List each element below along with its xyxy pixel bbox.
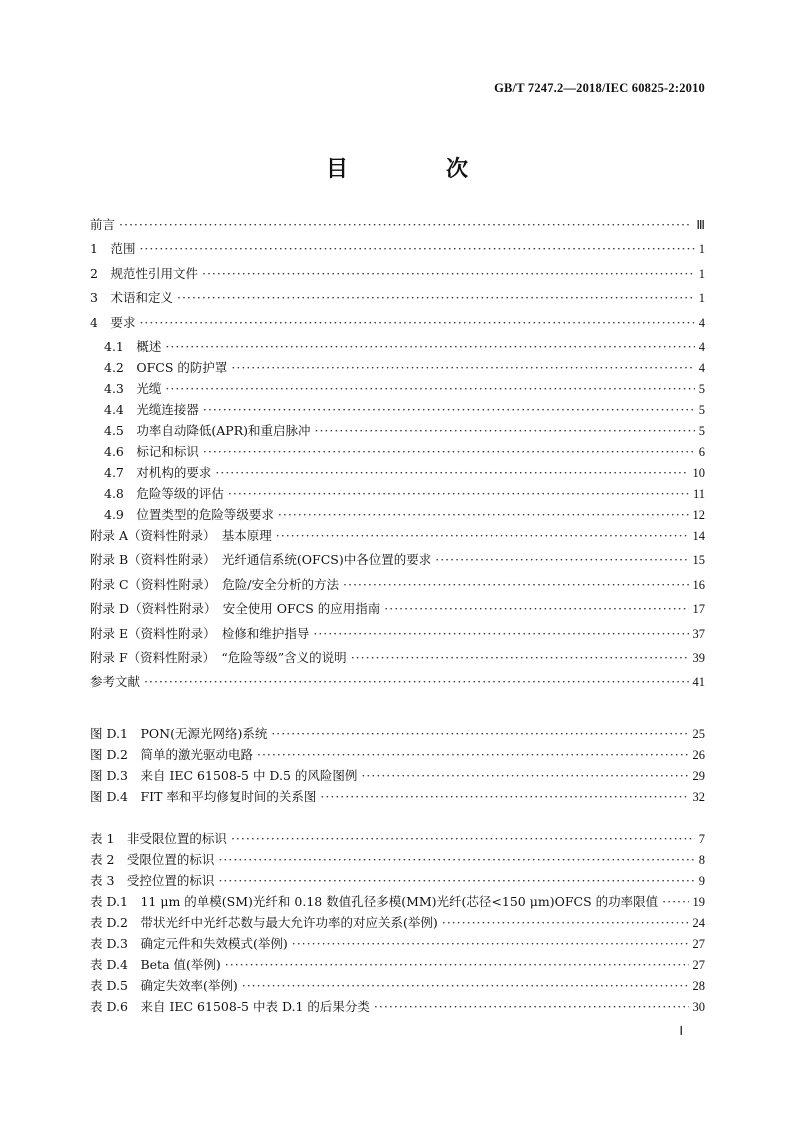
leader-dots bbox=[215, 467, 688, 480]
toc-entry[interactable] bbox=[90, 676, 705, 700]
toc-entry-page: 41 bbox=[692, 675, 705, 690]
leader-dots bbox=[165, 383, 694, 396]
toc-entry-page: 4 bbox=[698, 360, 705, 375]
toc-entry-label: 附录 F（资料性附录） “危险等级”含义的说明 bbox=[90, 649, 347, 665]
leader-dots bbox=[203, 404, 695, 417]
leader-dots bbox=[177, 292, 695, 305]
toc-entry[interactable] bbox=[90, 359, 705, 383]
toc-entry[interactable] bbox=[90, 485, 705, 509]
leader-dots bbox=[139, 317, 694, 330]
toc-entry[interactable] bbox=[90, 649, 705, 676]
toc-entry[interactable] bbox=[90, 980, 705, 1001]
toc-entry-label: 附录 C（资料性附录） 危险/安全分析的方法 bbox=[90, 576, 339, 592]
leader-dots bbox=[231, 362, 694, 375]
toc-entry[interactable] bbox=[90, 875, 705, 896]
toc-entry-page: 29 bbox=[692, 769, 705, 783]
toc-entry-label: 附录 D（资料性附录） 安全使用 OFCS 的应用指南 bbox=[90, 601, 381, 617]
toc-entry[interactable] bbox=[90, 265, 705, 292]
leader-dots bbox=[242, 980, 689, 993]
toc-tables-section bbox=[90, 833, 705, 1022]
toc-entry[interactable] bbox=[90, 443, 705, 467]
toc-entry-page: Ⅲ bbox=[696, 218, 705, 232]
toc-entry-page: 1 bbox=[698, 291, 705, 306]
leader-dots bbox=[225, 959, 689, 972]
toc-entry-label: 表 1 非受限位置的标识 bbox=[90, 831, 227, 846]
toc-entry-page: 25 bbox=[692, 727, 705, 741]
toc-entry[interactable] bbox=[90, 959, 705, 980]
toc-entry-page: 30 bbox=[692, 1000, 705, 1014]
leader-dots bbox=[314, 425, 694, 438]
toc-entry[interactable] bbox=[90, 554, 705, 578]
toc-entry[interactable] bbox=[90, 464, 705, 488]
leader-dots bbox=[662, 896, 688, 909]
leader-dots bbox=[278, 509, 689, 522]
leader-dots bbox=[119, 219, 692, 232]
toc-entry-label: 3 术语和定义 bbox=[90, 290, 173, 306]
leader-dots bbox=[276, 530, 689, 543]
toc-entry-page: 15 bbox=[692, 553, 705, 568]
toc-entry-page: 10 bbox=[692, 465, 705, 480]
leader-dots bbox=[218, 875, 694, 888]
toc-entry[interactable] bbox=[90, 625, 705, 652]
toc-entry[interactable] bbox=[90, 728, 705, 749]
toc-entry-page: 24 bbox=[692, 916, 705, 930]
toc-entry-page: 8 bbox=[698, 853, 705, 867]
toc-entry-label: 表 D.1 11 μm 的单模(SM)光纤和 0.18 数值孔径多模(MM)光纤(芯径<150 μm)OFCS 的功率限值 bbox=[90, 894, 659, 909]
toc-entry-label: 4.2 OFCS 的防护罩 bbox=[104, 359, 228, 375]
toc-entry-page: 7 bbox=[698, 832, 705, 846]
toc-entry-page: 1 bbox=[698, 242, 705, 257]
toc-entry-label: 表 D.6 来自 IEC 61508-5 中表 D.1 的后果分类 bbox=[90, 999, 370, 1014]
toc-entry[interactable] bbox=[90, 576, 705, 603]
toc-entry[interactable] bbox=[90, 401, 705, 425]
toc-entry[interactable] bbox=[90, 338, 705, 362]
toc-entry-page: 39 bbox=[692, 650, 705, 665]
toc-entry-page: 5 bbox=[698, 402, 705, 417]
toc-entry-label: 参考文献 bbox=[90, 674, 141, 690]
toc-entry[interactable] bbox=[90, 791, 705, 812]
toc-entry-page: 27 bbox=[692, 958, 705, 972]
leader-dots bbox=[361, 770, 688, 783]
toc-entry-page: 28 bbox=[692, 979, 705, 993]
leader-dots bbox=[218, 854, 694, 867]
toc-entry-page: 5 bbox=[698, 423, 705, 438]
toc-entry-label: 图 D.3 来自 IEC 61508-5 中 D.5 的风险图例 bbox=[90, 768, 358, 783]
toc-entry-label: 1 范围 bbox=[90, 241, 136, 257]
toc-entry-label: 附录 E（资料性附录） 检修和维护指导 bbox=[90, 625, 310, 641]
toc-entry-label: 4.7 对机构的要求 bbox=[104, 464, 212, 480]
toc-entry[interactable] bbox=[90, 243, 705, 267]
toc-entry-page: 19 bbox=[692, 895, 705, 909]
toc-entry-page: 37 bbox=[692, 626, 705, 641]
toc-entry-page: 14 bbox=[692, 528, 705, 543]
toc-entry-label: 4.5 功率自动降低(APR)和重启脉冲 bbox=[104, 422, 311, 438]
toc-entry[interactable] bbox=[90, 527, 705, 554]
toc-entry-page: 27 bbox=[692, 937, 705, 951]
toc-entry-label: 4.9 位置类型的危险等级要求 bbox=[104, 506, 274, 522]
toc-entry-label: 图 D.2 简单的激光驱动电路 bbox=[90, 747, 253, 762]
toc-entry-page: 4 bbox=[698, 339, 705, 354]
toc-entry-label: 4.1 概述 bbox=[104, 338, 162, 354]
toc-entry-label: 表 3 受控位置的标识 bbox=[90, 873, 215, 888]
toc-entry-page: 16 bbox=[692, 577, 705, 592]
toc-entry[interactable] bbox=[90, 1001, 705, 1022]
toc-entry-label: 表 2 受限位置的标识 bbox=[90, 852, 215, 867]
toc-entry-page: 1 bbox=[698, 266, 705, 281]
leader-dots bbox=[343, 579, 689, 592]
toc-entry-label: 附录 B（资料性附录） 光纤通信系统(OFCS)中各位置的要求 bbox=[90, 552, 432, 568]
toc-entry-label: 4 要求 bbox=[90, 314, 136, 330]
toc-entry-label: 图 D.4 FIT 率和平均修复时间的关系图 bbox=[90, 789, 317, 804]
leader-dots bbox=[435, 554, 688, 567]
leader-dots bbox=[292, 938, 689, 951]
leader-dots bbox=[165, 341, 694, 354]
toc-entry[interactable] bbox=[90, 749, 705, 770]
toc-entry[interactable] bbox=[90, 603, 705, 627]
toc-entry-label: 表 D.2 带状光纤中光纤芯数与最大允许功率的对应关系(举例) bbox=[90, 915, 438, 930]
toc-entry-label: 表 D.3 确定元件和失效模式(举例) bbox=[90, 936, 288, 951]
toc-entry-page: 4 bbox=[698, 315, 705, 330]
toc-entry[interactable] bbox=[90, 380, 705, 404]
toc-entry-label: 4.3 光缆 bbox=[104, 380, 162, 396]
leader-dots bbox=[351, 652, 689, 665]
toc-entry-label: 4.6 标记和标识 bbox=[104, 443, 199, 459]
leader-dots bbox=[442, 917, 689, 930]
toc-entry[interactable] bbox=[90, 770, 705, 791]
toc-entry[interactable] bbox=[90, 896, 705, 917]
standard-code: GB/T 7247.2—2018/IEC 60825-2:2010 bbox=[494, 81, 705, 95]
leader-dots bbox=[228, 488, 689, 501]
toc-entry-page: 32 bbox=[692, 790, 705, 804]
toc-entry[interactable] bbox=[90, 938, 705, 959]
toc-entry-label: 前言 bbox=[90, 217, 116, 232]
leader-dots bbox=[320, 791, 688, 804]
toc-entry[interactable] bbox=[90, 833, 705, 854]
toc-entry[interactable] bbox=[90, 917, 705, 938]
toc-entry[interactable] bbox=[90, 422, 705, 446]
toc-entry-page: 12 bbox=[692, 507, 705, 522]
leader-dots bbox=[139, 243, 694, 256]
toc-entry-label: 4.8 危险等级的评估 bbox=[104, 485, 224, 501]
toc-entry-label: 附录 A（资料性附录） 基本原理 bbox=[90, 527, 272, 543]
toc-entry-label: 表 D.4 Beta 值(举例) bbox=[90, 957, 221, 972]
leader-dots bbox=[384, 603, 688, 616]
toc-entry[interactable] bbox=[90, 314, 705, 341]
toc-figures-section bbox=[90, 728, 705, 812]
leader-dots bbox=[313, 628, 688, 641]
leader-dots bbox=[144, 676, 688, 689]
page-number: Ⅰ bbox=[679, 1024, 683, 1038]
toc-entry[interactable] bbox=[90, 219, 705, 243]
toc-entry-label: 表 D.5 确定失效率(举例) bbox=[90, 978, 238, 993]
page-title: 目 次 bbox=[325, 157, 506, 182]
toc-entry-page: 26 bbox=[692, 748, 705, 762]
toc-entry-page: 9 bbox=[698, 874, 705, 888]
leader-dots bbox=[374, 1001, 689, 1014]
toc-entry-page: 11 bbox=[692, 486, 705, 501]
leader-dots bbox=[203, 446, 695, 459]
toc-entry[interactable] bbox=[90, 854, 705, 875]
toc-entry-label: 图 D.1 PON(无源光网络)系统 bbox=[90, 726, 268, 741]
leader-dots bbox=[231, 833, 695, 846]
toc-main-section bbox=[90, 219, 705, 701]
toc-entry[interactable] bbox=[90, 292, 705, 316]
toc-entry-label: 2 规范性引用文件 bbox=[90, 265, 198, 281]
toc-entry-page: 17 bbox=[692, 602, 705, 617]
toc-entry-page: 6 bbox=[698, 444, 705, 459]
leader-dots bbox=[202, 268, 695, 281]
leader-dots bbox=[257, 749, 689, 762]
toc-entry[interactable] bbox=[90, 506, 705, 530]
toc-entry-page: 5 bbox=[698, 381, 705, 396]
toc-entry-label: 4.4 光缆连接器 bbox=[104, 401, 199, 417]
leader-dots bbox=[271, 728, 688, 741]
